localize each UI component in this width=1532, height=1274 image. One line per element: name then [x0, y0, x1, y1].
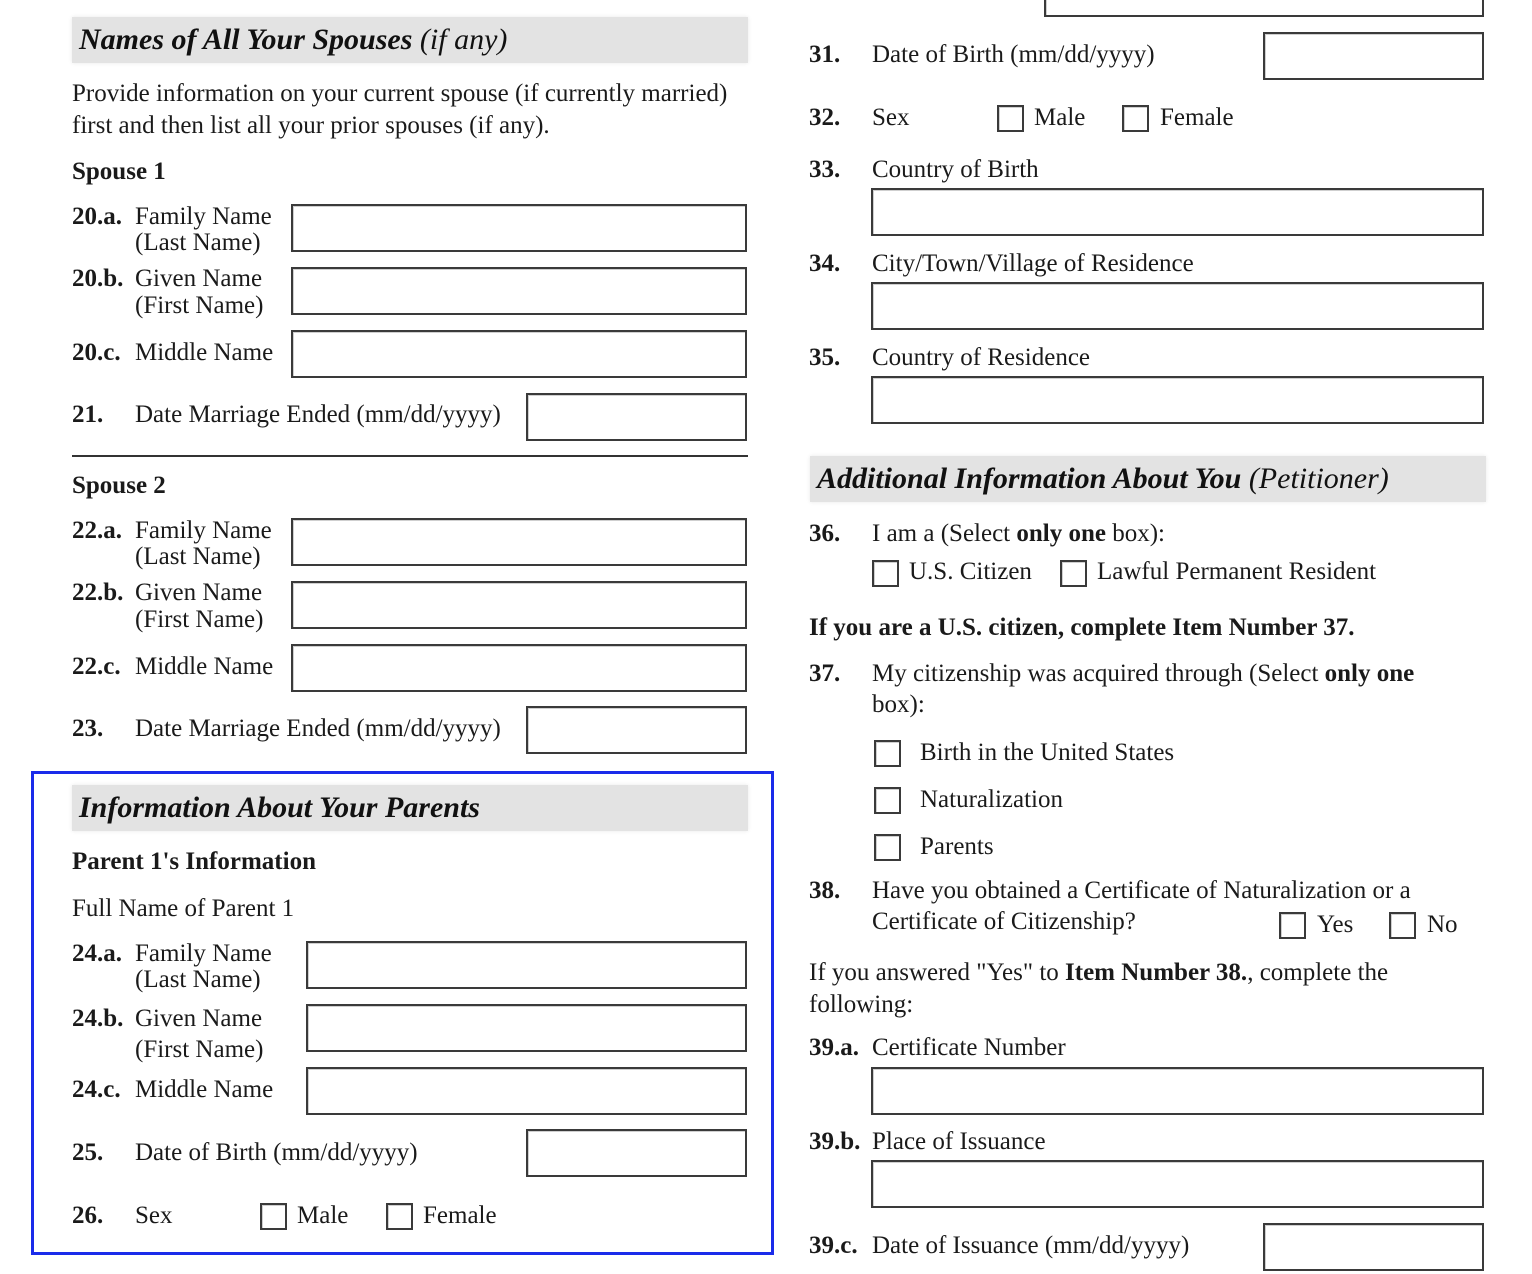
full-name-parent-1-label: Full Name of Parent 1 [72, 895, 295, 922]
spouse-1-heading: Spouse 1 [72, 158, 166, 185]
spouse1-date-marriage-ended-input[interactable] [528, 395, 745, 439]
field-label: Certificate Number [872, 1034, 1066, 1061]
item-number: 23. [72, 715, 104, 742]
date-of-birth-field[interactable] [1263, 32, 1484, 80]
section-title: Names of All Your Spouses (if any) [79, 23, 508, 56]
question-label-line-2: box): [872, 691, 925, 718]
field-label: Middle Name [135, 1076, 274, 1103]
spouse1-family-name-input[interactable] [293, 206, 745, 250]
field-label: Family Name [135, 517, 272, 544]
place-of-issuance-input[interactable] [873, 1162, 1482, 1206]
item-number: 36. [809, 520, 841, 547]
checkbox-label: Female [423, 1202, 497, 1229]
spouse2-date-marriage-ended-field[interactable] [526, 706, 747, 754]
field-label-sub: (Last Name) [135, 543, 261, 570]
spouse2-date-marriage-ended-input[interactable] [528, 708, 745, 752]
spouses-intro-line-2: first and then list all your prior spouses (if any). [72, 112, 550, 139]
naturalization-checkbox[interactable] [874, 787, 901, 814]
parent1-date-of-birth-input[interactable] [528, 1131, 745, 1175]
spouse1-middle-name-field[interactable] [291, 330, 747, 378]
question-label: My citizenship was acquired through (Select only one [872, 660, 1415, 687]
checkbox-label: Female [1160, 104, 1234, 131]
item-number: 25. [72, 1139, 104, 1166]
item-number: 35. [809, 344, 841, 371]
checkbox-label: Male [1034, 104, 1086, 131]
checkbox-label: Parents [920, 833, 994, 860]
item-number: 32. [809, 104, 841, 131]
field-label: Date of Issuance (mm/dd/yyyy) [872, 1232, 1190, 1259]
city-of-residence-field[interactable] [871, 282, 1484, 330]
field-label: Sex [872, 104, 910, 131]
spouse2-given-name-field[interactable] [291, 581, 747, 629]
spouse-2-heading: Spouse 2 [72, 472, 166, 499]
certificate-yes-checkbox[interactable] [1279, 912, 1306, 939]
yes-note: If you answered "Yes" to Item Number 38., complete the [809, 959, 1389, 986]
item-number: 37. [809, 660, 841, 687]
certificate-no-checkbox[interactable] [1389, 912, 1416, 939]
item-number: 39.b. [809, 1128, 861, 1155]
sex-male-checkbox[interactable] [997, 105, 1024, 132]
field-label: Country of Birth [872, 156, 1039, 183]
item-number: 22.b. [72, 579, 124, 606]
field-label: Place of Issuance [872, 1128, 1046, 1155]
item-number: 20.b. [72, 265, 124, 292]
spouse2-given-name-input[interactable] [293, 583, 745, 627]
item-number: 21. [72, 401, 104, 428]
parent1-given-name-field[interactable] [306, 1004, 747, 1052]
country-of-residence-field[interactable] [871, 376, 1484, 424]
item-number: 34. [809, 250, 841, 277]
field-label-sub: (First Name) [135, 1036, 264, 1063]
checkbox-label: Birth in the United States [920, 739, 1175, 766]
item-number: 26. [72, 1202, 104, 1229]
parent-1-heading: Parent 1's Information [72, 848, 316, 875]
item-number: 24.c. [72, 1076, 121, 1103]
place-of-issuance-field[interactable] [871, 1160, 1484, 1208]
spouse1-given-name-field[interactable] [291, 267, 747, 315]
section-header-spouses [72, 17, 748, 63]
parent1-middle-name-field[interactable] [306, 1067, 747, 1115]
country-of-residence-input[interactable] [873, 378, 1482, 422]
question-label: I am a (Select only one box): [872, 520, 1166, 547]
sex-female-checkbox[interactable] [1122, 105, 1149, 132]
field-label: Family Name [135, 940, 272, 967]
section-title: Information About Your Parents [79, 791, 480, 824]
parent1-middle-name-input[interactable] [308, 1069, 745, 1113]
spouse1-given-name-input[interactable] [293, 269, 745, 313]
spouse2-family-name-field[interactable] [291, 518, 747, 566]
item-number: 38. [809, 877, 841, 904]
field-label-sub: (Last Name) [135, 229, 261, 256]
parent1-family-name-input[interactable] [308, 943, 745, 987]
parent1-sex-male-checkbox[interactable] [260, 1203, 287, 1230]
item-number: 24.a. [72, 940, 122, 967]
spouse2-middle-name-input[interactable] [293, 646, 745, 690]
certificate-number-input[interactable] [873, 1069, 1482, 1113]
field-label: Date Marriage Ended (mm/dd/yyyy) [135, 715, 501, 742]
divider [72, 455, 748, 457]
parent1-sex-female-checkbox[interactable] [386, 1203, 413, 1230]
question-label-line-2: Certificate of Citizenship? [872, 908, 1136, 935]
date-of-birth-input[interactable] [1265, 34, 1482, 78]
checkbox-label: Yes [1317, 911, 1354, 938]
parent1-given-name-input[interactable] [308, 1006, 745, 1050]
item-number: 33. [809, 156, 841, 183]
field-label: Date Marriage Ended (mm/dd/yyyy) [135, 401, 501, 428]
field-label: Date of Birth (mm/dd/yyyy) [872, 41, 1155, 68]
field-label: Middle Name [135, 653, 274, 680]
item-number: 22.a. [72, 517, 122, 544]
field-label: Given Name [135, 579, 263, 606]
certificate-number-field[interactable] [871, 1067, 1484, 1115]
field-label: Country of Residence [872, 344, 1091, 371]
item-number: 24.b. [72, 1005, 124, 1032]
field-label: Middle Name [135, 339, 274, 366]
section-header-parents [72, 785, 748, 831]
checkbox-label: Naturalization [920, 786, 1063, 813]
parents-checkbox[interactable] [874, 834, 901, 861]
field-label: Sex [135, 1202, 173, 1229]
item-number: 39.c. [809, 1232, 858, 1259]
item-number: 22.c. [72, 653, 121, 680]
spouse2-family-name-input[interactable] [293, 520, 745, 564]
birth-in-us-checkbox[interactable] [874, 740, 901, 767]
country-of-birth-field[interactable] [871, 188, 1484, 236]
checkbox-label: No [1427, 911, 1458, 938]
date-of-issuance-field[interactable] [1263, 1223, 1484, 1271]
field-label: Date of Birth (mm/dd/yyyy) [135, 1139, 418, 1166]
field-label-sub: (First Name) [135, 606, 264, 633]
section-header-additional-info [810, 456, 1486, 502]
citizen-note: If you are a U.S. citizen, complete Item Number 37. [809, 614, 1355, 641]
spouse1-date-marriage-ended-field[interactable] [526, 393, 747, 441]
lawful-permanent-resident-checkbox[interactable] [1060, 560, 1087, 587]
spouse1-family-name-field[interactable] [291, 204, 747, 252]
checkbox-label: U.S. Citizen [909, 558, 1032, 585]
parent1-date-of-birth-field[interactable] [526, 1129, 747, 1177]
partial-field-top[interactable] [1044, 0, 1484, 17]
field-label-sub: (Last Name) [135, 966, 261, 993]
checkbox-label: Male [297, 1202, 349, 1229]
field-label: Given Name [135, 265, 263, 292]
item-number: 31. [809, 41, 841, 68]
spouse1-middle-name-input[interactable] [293, 332, 745, 376]
us-citizen-checkbox[interactable] [872, 560, 899, 587]
date-of-issuance-input[interactable] [1265, 1225, 1482, 1269]
field-label: Family Name [135, 203, 272, 230]
spouses-intro-line-1: Provide information on your current spouse (if currently married) [72, 80, 728, 107]
city-of-residence-input[interactable] [873, 284, 1482, 328]
section-title: Additional Information About You (Petitioner) [817, 462, 1389, 495]
spouse2-middle-name-field[interactable] [291, 644, 747, 692]
country-of-birth-input[interactable] [873, 190, 1482, 234]
yes-note-line-2: following: [809, 991, 914, 1018]
item-number: 20.c. [72, 339, 121, 366]
field-label: Given Name [135, 1005, 263, 1032]
item-number: 20.a. [72, 203, 122, 230]
item-number: 39.a. [809, 1034, 859, 1061]
field-label: City/Town/Village of Residence [872, 250, 1194, 277]
checkbox-label: Lawful Permanent Resident [1097, 558, 1377, 585]
field-label-sub: (First Name) [135, 292, 264, 319]
question-label: Have you obtained a Certificate of Naturalization or a [872, 877, 1411, 904]
parent1-family-name-field[interactable] [306, 941, 747, 989]
